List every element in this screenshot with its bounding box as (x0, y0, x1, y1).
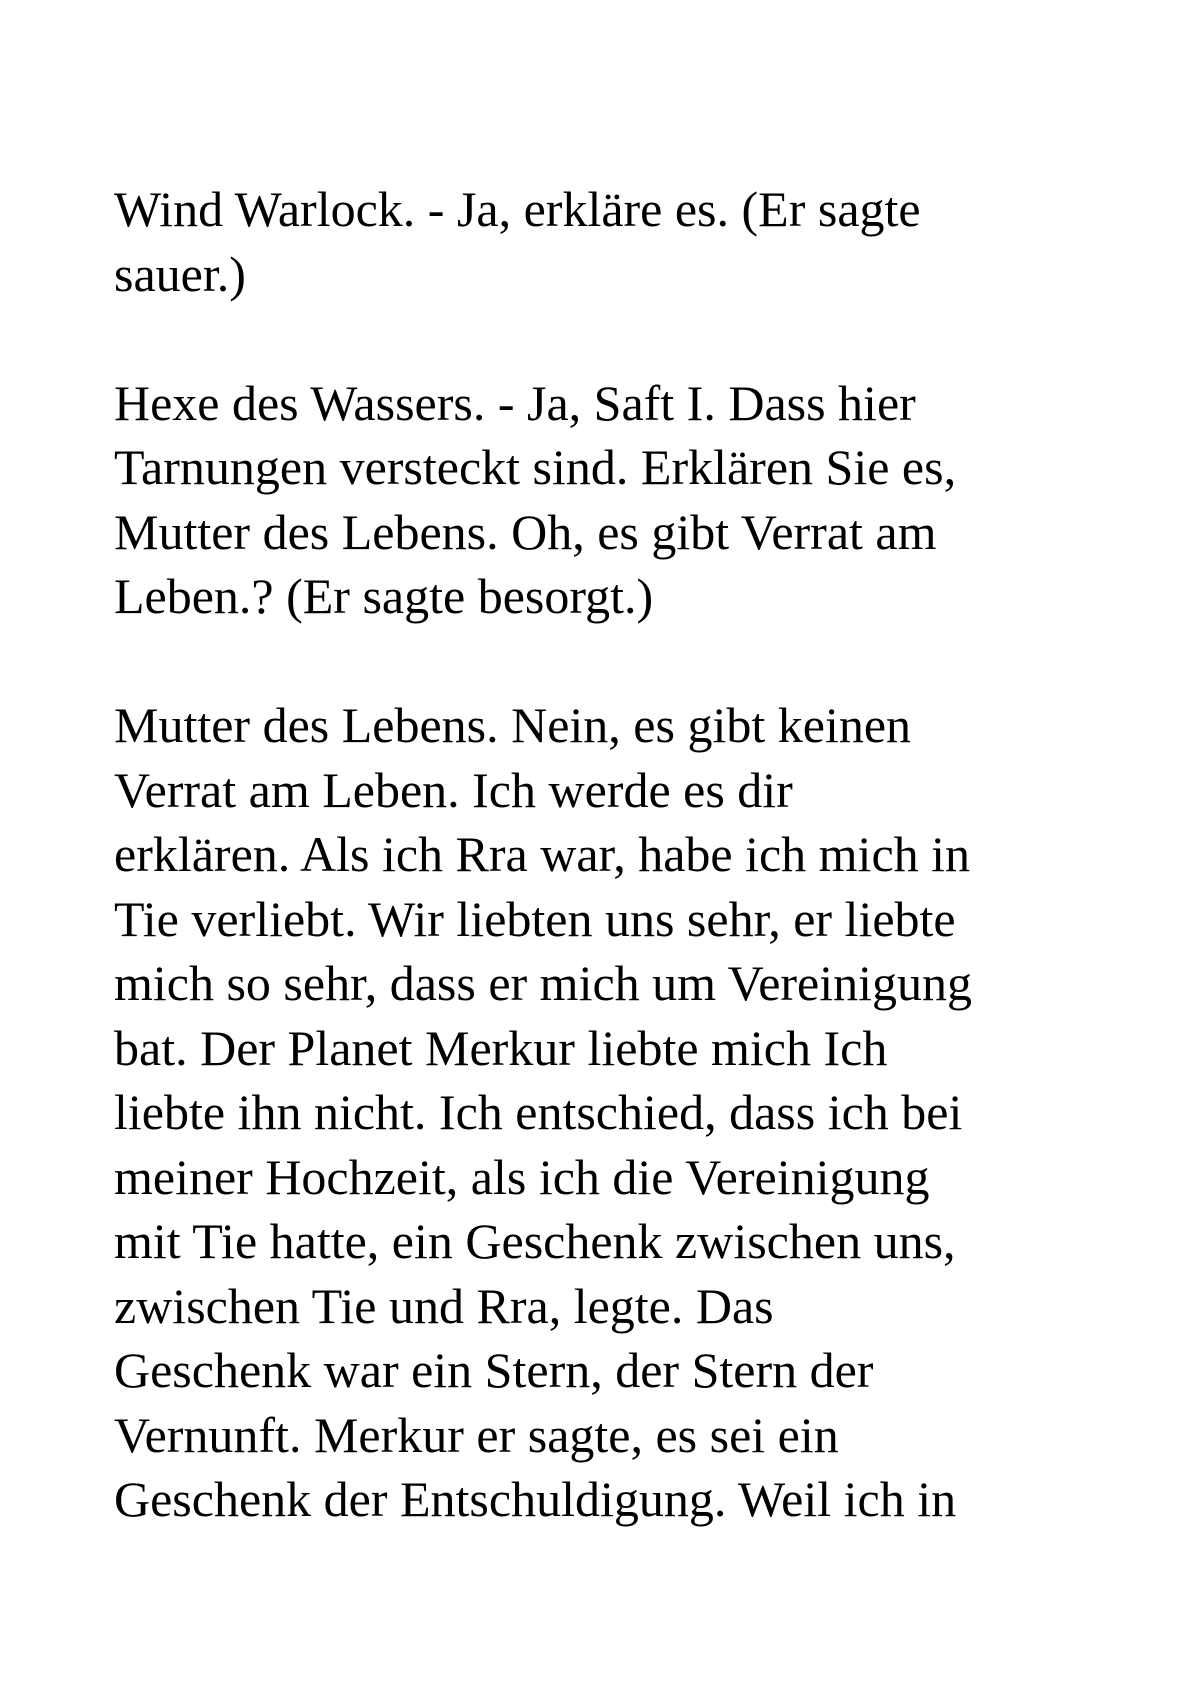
document-body (114, 177, 1094, 1596)
text-line: Wind Warlock. - Ja, erkläre es. (Er sagte (114, 181, 921, 237)
text-line: Mutter des Lebens. Nein, es gibt keinen (114, 697, 912, 753)
text-line: Verrat am Leben. Ich werde es dir (114, 761, 793, 818)
text-line: sauer.) (114, 245, 246, 302)
text-line: mit Tie hatte, ein Geschenk zwischen uns, (114, 1213, 956, 1269)
paragraph-1 (114, 177, 1094, 306)
text-line: Tie verliebt. Wir liebten uns sehr, er liebte (114, 890, 956, 947)
text-line: Hexe des Wassers. - Ja, Saft I. Dass hier (114, 374, 916, 431)
text-line: Tarnungen versteckt sind. Erklären Sie es, (114, 439, 957, 495)
text-line: Geschenk war ein Stern, der Stern der (114, 1342, 874, 1398)
text-line: mich so sehr, dass er mich um Vereinigung (114, 955, 973, 1011)
paragraph-3 (114, 693, 1094, 1532)
text-line: Vernunft. Merkur er sagte, es sei ein (114, 1406, 839, 1463)
text-line: Leben.? (Er sagte besorgt.) (114, 568, 654, 624)
text-line: Mutter des Lebens. Oh, es gibt Verrat am (114, 503, 937, 560)
text-line: bat. Der Planet Merkur liebte mich Ich (114, 1019, 888, 1076)
text-line: Geschenk der Entschuldigung. Weil ich in (114, 1471, 957, 1527)
text-line: erklären. Als ich Rra war, habe ich mich in (114, 826, 971, 882)
text-line: zwischen Tie und Rra, legte. Das (114, 1277, 774, 1334)
paragraph-2 (114, 371, 1094, 629)
text-line: meiner Hochzeit, als ich die Vereinigung (114, 1148, 930, 1205)
text-line: liebte ihn nicht. Ich entschied, dass ich bei (114, 1084, 963, 1140)
